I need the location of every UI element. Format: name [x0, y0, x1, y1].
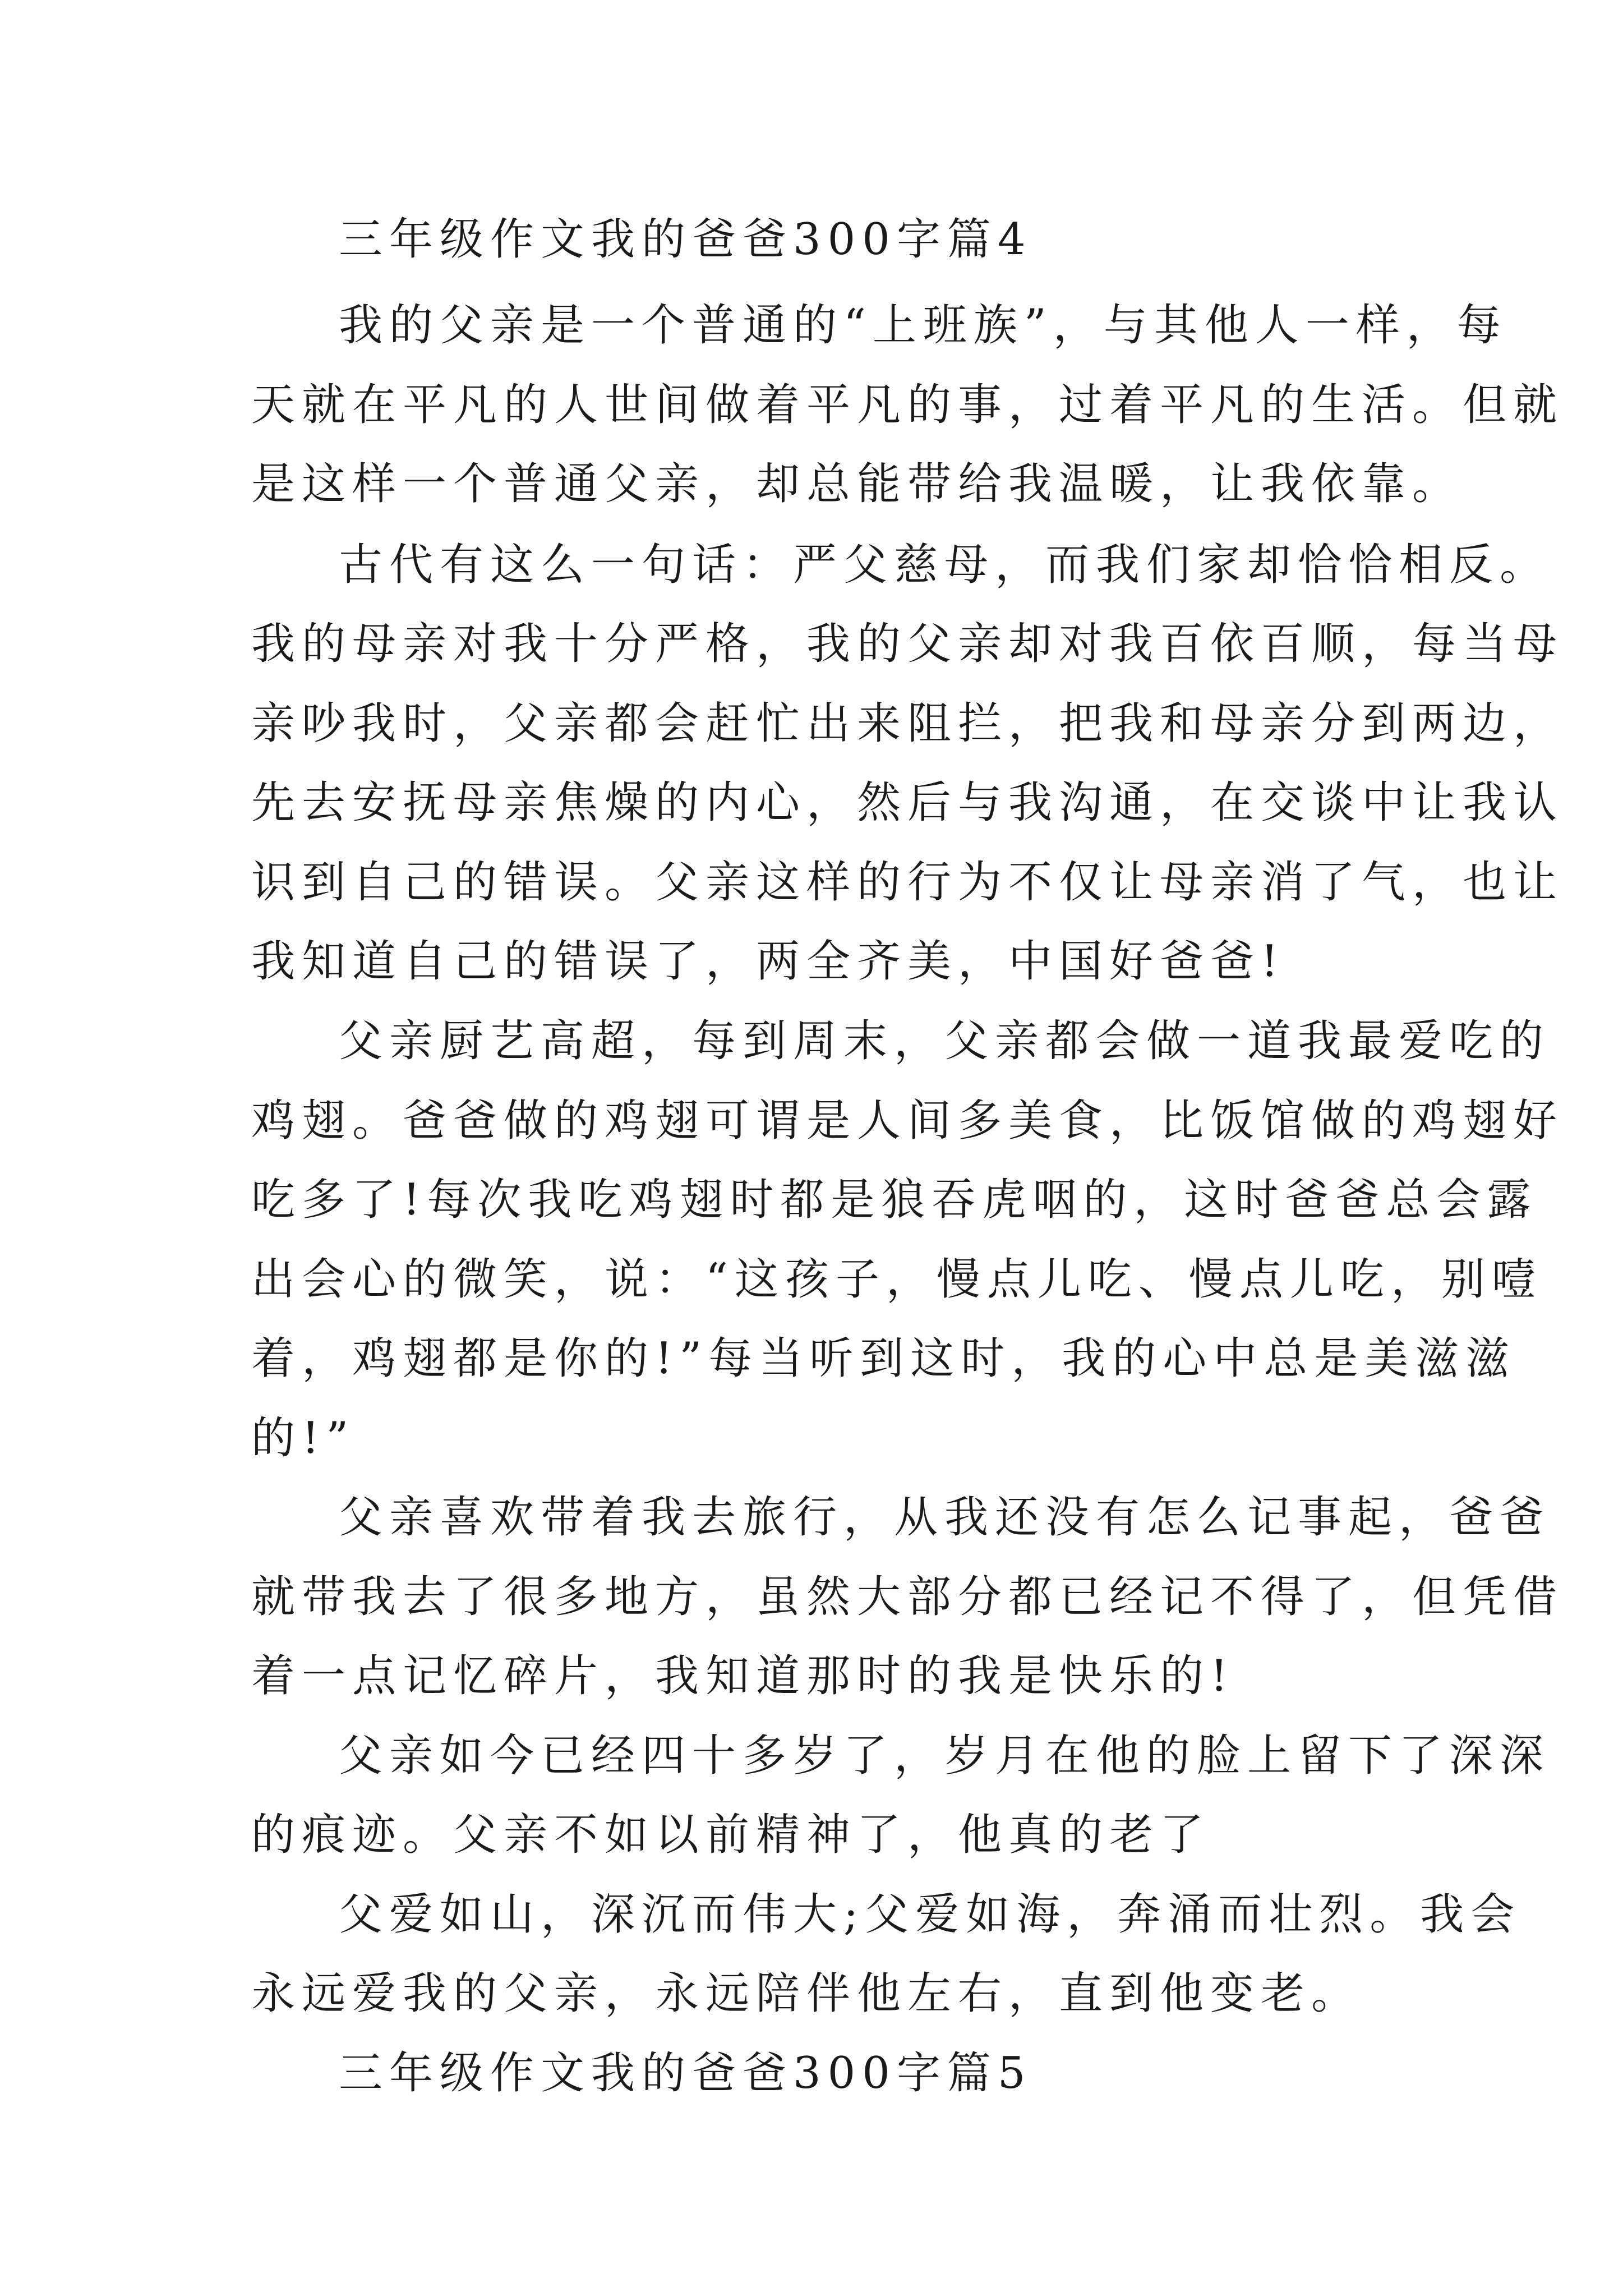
paragraph-line: 识到自己的错误。父亲这样的行为不仅让母亲消了气，也让: [251, 857, 1564, 908]
paragraph-line: 父亲喜欢带着我去旅行，从我还没有怎么记事起，爸爸: [339, 1492, 1551, 1543]
paragraph-line: 永远爱我的父亲，永远陪伴他左右，直到他变老。: [251, 1968, 1362, 2019]
paragraph-line: 父爱如山，深沉而伟大;父爱如海，奔涌而壮烈。我会: [339, 1889, 1521, 1940]
paragraph-line: 我的父亲是一个普通的“上班族”，与其他人一样，每: [339, 300, 1507, 351]
heading-section-5: 三年级作文我的爸爸300字篇5: [339, 2048, 1032, 2099]
paragraph-line: 就带我去了很多地方，虽然大部分都已经记不得了，但凭借: [251, 1572, 1564, 1622]
heading-section-4: 三年级作文我的爸爸300字篇4: [339, 214, 1032, 265]
paragraph-line: 是这样一个普通父亲，却总能带给我温暖，让我依靠。: [251, 459, 1463, 509]
paragraph-line: 父亲厨艺高超，每到周末，父亲都会做一道我最爱吃的: [339, 1016, 1551, 1066]
paragraph-line: 先去安抚母亲焦燥的内心，然后与我沟通，在交谈中让我认: [251, 777, 1564, 828]
paragraph-line: 古代有这么一句话：严父慈母，而我们家却恰恰相反。: [339, 540, 1551, 590]
paragraph-line: 着一点记忆碎片，我知道那时的我是快乐的!: [251, 1651, 1235, 1701]
paragraph-line: 吃多了!每次我吃鸡翅时都是狼吞虎咽的，这时爸爸总会露: [251, 1175, 1538, 1225]
paragraph-line: 出会心的微笑，说：“这孩子，慢点儿吃、慢点儿吃，别噎: [251, 1254, 1542, 1305]
paragraph-line: 的!”: [251, 1413, 356, 1464]
paragraph-line: 着，鸡翅都是你的!”每当听到这时，我的心中总是美滋滋: [251, 1333, 1516, 1384]
paragraph-line: 我知道自己的错误了，两全齐美，中国好爸爸!: [251, 936, 1285, 987]
paragraph-line: 亲吵我时，父亲都会赶忙出来阻拦，把我和母亲分到两边，: [251, 698, 1564, 749]
paragraph-line: 我的母亲对我十分严格，我的父亲却对我百依百顺，每当母: [251, 619, 1564, 669]
paragraph-line: 父亲如今已经四十多岁了，岁月在他的脸上留下了深深: [339, 1731, 1551, 1781]
paragraph-line: 天就在平凡的人世间做着平凡的事，过着平凡的生活。但就: [251, 380, 1564, 430]
paragraph-line: 鸡翅。爸爸做的鸡翅可谓是人间多美食，比饭馆做的鸡翅好: [251, 1096, 1564, 1146]
paragraph-line: 的痕迹。父亲不如以前精神了，他真的老了: [251, 1810, 1211, 1860]
